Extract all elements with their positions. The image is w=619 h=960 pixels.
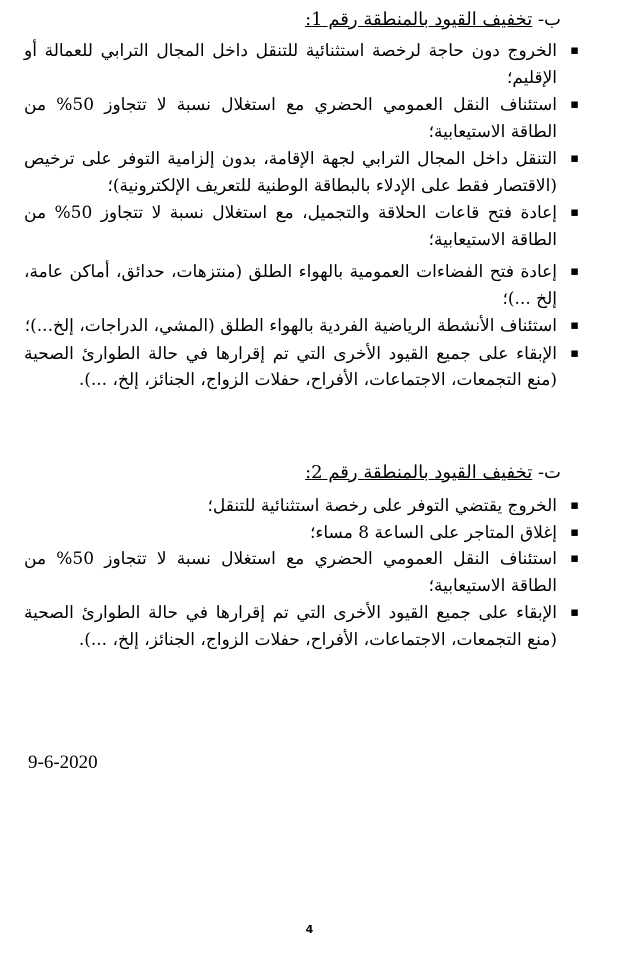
section-b-list [24,38,579,394]
page-number: 4 [305,923,314,936]
list-item [24,493,579,520]
list-item-text: الخروج يقتضي التوفر على رخصة استثنائية للتنقل؛ [207,496,557,516]
list-item-text: استئناف النقل العمومي الحضري مع استغلال نسبة لا تتجاوز 50% من الطاقة الاستيعابية؛ [24,95,558,142]
section-b-heading [305,7,561,33]
bullet-icon: ▪ [570,524,579,540]
list-item-text: الخروج دون حاجة لرخصة استثنائية للتنقل داخل المجال الترابي للعمالة أو الإقليم؛ [24,41,557,88]
section-t-heading [305,460,561,486]
list-item [24,38,579,91]
list-item [24,600,579,653]
list-item-text: استئناف الأنشطة الرياضية الفردية بالهواء الطلق (المشي، الدراجات، إلخ...)؛ [24,316,557,336]
bullet-icon: ▪ [570,264,579,279]
list-item-text: التنقل داخل المجال الترابي لجهة الإقامة، بدون إلزامية التوفر على ترخيص (الاقتصار فقط على الإدلاء بالبطاقة الوطنية للتعريف الإلكترونية)؛ [24,149,557,196]
list-item-text: الإبقاء على جميع القيود الأخرى التي تم إقرارها في حالة الطوارئ الصحية (منع التجمعات، الاجتماعات، الأفراح، حفلات الزواج، الجنائز، إلخ، ...). [24,343,557,390]
section-b-title: تخفيف القيود بالمنطقة رقم 1: [305,9,533,30]
list-item-text: استئناف النقل العمومي الحضري مع استغلال نسبة لا تتجاوز 50% من الطاقة الاستيعابية؛ [24,549,558,596]
section-b-prefix: ب- [537,9,561,30]
list-item [24,313,579,340]
list-item [24,259,579,312]
bullet-icon: ▪ [570,318,579,333]
list-item [24,520,579,547]
bullet-icon: ▪ [570,551,579,566]
bullet-icon: ▪ [570,605,579,620]
bullet-icon: ▪ [570,43,579,58]
list-item [24,92,579,145]
section-t-list [24,493,579,653]
list-item [24,341,579,394]
bullet-icon: ▪ [570,205,579,220]
bullet-icon: ▪ [570,97,579,112]
bullet-icon: ▪ [570,345,579,361]
document-date: 9-6-2020 [28,752,98,773]
section-t-prefix: ت- [537,462,561,483]
list-item [24,146,579,199]
list-item [24,200,579,253]
list-item-text: إعادة فتح قاعات الحلاقة والتجميل، مع استغلال نسبة لا تتجاوز 50% من الطاقة الاستيعابية؛ [24,203,557,250]
bullet-icon: ▪ [570,498,579,513]
list-item-text: إغلاق المتاجر على الساعة 8 مساء؛ [309,522,557,543]
bullet-icon: ▪ [570,151,579,166]
list-item [24,546,579,599]
list-item-text: إعادة فتح الفضاءات العمومية بالهواء الطلق (منتزهات، حدائق، أماكن عامة، إلخ ...)؛ [24,262,557,309]
list-item-text: الإبقاء على جميع القيود الأخرى التي تم إقرارها في حالة الطوارئ الصحية (منع التجمعات، الاجتماعات، الأفراح، حفلات الزواج، الجنائز، إلخ، ...). [24,603,557,650]
section-t-title: تخفيف القيود بالمنطقة رقم 2: [305,462,533,483]
